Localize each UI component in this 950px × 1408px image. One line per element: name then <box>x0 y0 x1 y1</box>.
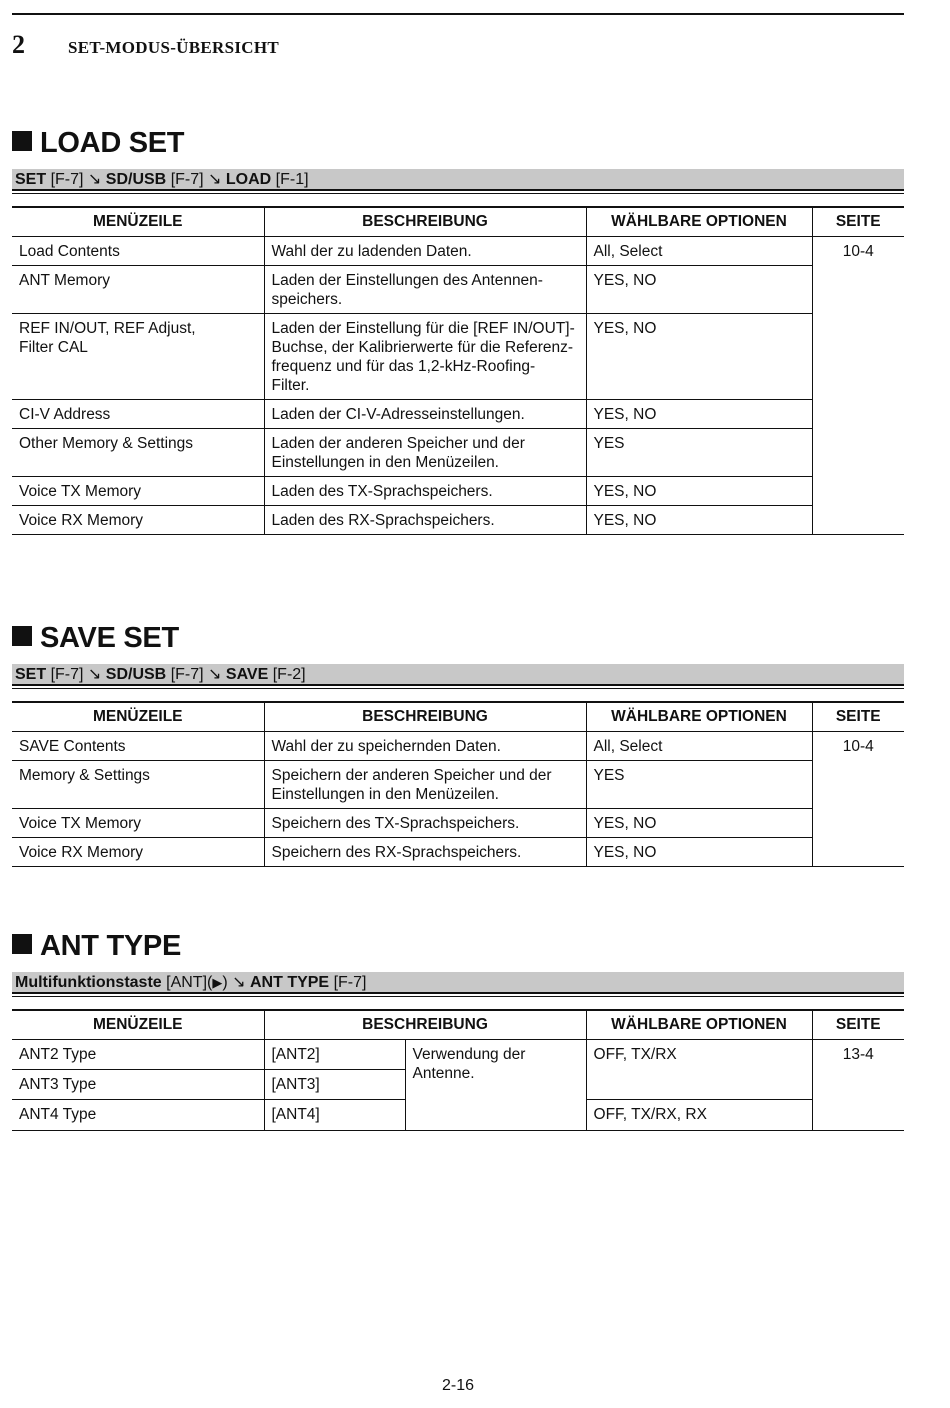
table-row <box>12 314 904 400</box>
table-row <box>12 1040 904 1070</box>
table-row <box>12 237 904 266</box>
menu-item-cell: Voice RX Memory <box>12 838 264 867</box>
description-cell: Laden der Einstellungen des Antennen- speichers. <box>264 266 586 314</box>
section-title-save-set <box>12 622 179 655</box>
key-cell: [ANT4] <box>264 1100 405 1131</box>
description-cell: Laden des TX-Sprachspeichers. <box>264 477 586 506</box>
options-cell: YES, NO <box>586 400 812 429</box>
section-title-text: SAVE SET <box>40 622 179 654</box>
load-set-table <box>12 206 904 535</box>
description-cell: Speichern des RX-Sprachspeichers. <box>264 838 586 867</box>
arrow-icon: ↘ <box>208 171 222 188</box>
menu-item-cell: SAVE Contents <box>12 732 264 761</box>
menu-item-cell: Other Memory & Settings <box>12 429 264 477</box>
shared-description-cell: Verwendung der Antenne. <box>405 1040 586 1131</box>
chapter-title: SET-MODUS-ÜBERSICHT <box>68 38 280 57</box>
arrow-icon: ↘ <box>87 666 102 683</box>
section-title-text: LOAD SET <box>40 127 185 159</box>
menu-item-cell: Voice RX Memory <box>12 506 264 535</box>
description-cell: Laden der CI-V-Adresseinstellungen. <box>264 400 586 429</box>
menu-item-cell: CI-V Address <box>12 400 264 429</box>
col-header-page: SEITE <box>812 207 904 237</box>
menu-item-cell: ANT4 Type <box>12 1100 264 1131</box>
description-cell: Laden der anderen Speicher und der Einstellungen in den Menüzeilen. <box>264 429 586 477</box>
description-cell: Laden des RX-Sprachspeichers. <box>264 506 586 535</box>
menu-item-cell: ANT Memory <box>12 266 264 314</box>
key-cell: [ANT2] <box>264 1040 405 1070</box>
page-ref-cell: 13-4 <box>812 1040 904 1131</box>
table-row <box>12 506 904 535</box>
menu-item-cell: Memory & Settings <box>12 761 264 809</box>
col-header-options: WÄHLBARE OPTIONEN <box>586 207 812 237</box>
table-header-row <box>12 207 904 237</box>
menu-item-cell: ANT3 Type <box>12 1070 264 1100</box>
menu-item-cell: REF IN/OUT, REF Adjust, Filter CAL <box>12 314 264 400</box>
page-number: 2-16 <box>441 1377 475 1394</box>
description-cell: Wahl der zu ladenden Daten. <box>264 237 586 266</box>
arrow-icon: ↘ <box>208 666 222 683</box>
col-header-page: SEITE <box>812 1010 904 1040</box>
description-cell: Speichern der anderen Speicher und der Einstellungen in den Menüzeilen. <box>264 761 586 809</box>
menu-item-cell: Load Contents <box>12 237 264 266</box>
col-header-menu: MENÜZEILE <box>12 702 264 732</box>
table-row <box>12 429 904 477</box>
options-cell: YES, NO <box>586 314 812 400</box>
table-row <box>12 809 904 838</box>
options-cell: YES, NO <box>586 838 812 867</box>
page-ref-cell: 10-4 <box>812 237 904 535</box>
table-header-row <box>12 702 904 732</box>
col-header-description: BESCHREIBUNG <box>264 1010 586 1040</box>
square-bullet-icon <box>12 626 32 646</box>
col-header-menu: MENÜZEILE <box>12 1010 264 1040</box>
key-cell: [ANT3] <box>264 1070 405 1100</box>
save-set-table <box>12 701 904 867</box>
options-cell: YES, NO <box>586 506 812 535</box>
col-header-options: WÄHLBARE OPTIONEN <box>586 1010 812 1040</box>
menu-path-load-set: SET [F-7] ↘ SD/USB [F-7] ↘ LOAD [F-1] <box>12 169 904 191</box>
options-cell: YES <box>586 761 812 809</box>
options-cell: OFF, TX/RX, RX <box>586 1100 812 1131</box>
header-rule <box>12 13 904 15</box>
section-title-ant-type <box>12 930 181 963</box>
description-cell: Laden der Einstellung für die [REF IN/OUT]- Buchse, der Kalibrierwerte für die Referenz- frequenz und für das 1,2-kHz-Roofing- Filter. <box>264 314 586 400</box>
ant-type-table <box>12 1009 904 1131</box>
menu-item-cell: Voice TX Memory <box>12 809 264 838</box>
menu-path-ant-type: Multifunktionstaste [ANT](▶) ↘ ANT TYPE [F-7] <box>12 972 904 994</box>
col-header-options: WÄHLBARE OPTIONEN <box>586 702 812 732</box>
table-row <box>12 732 904 761</box>
col-header-menu: MENÜZEILE <box>12 207 264 237</box>
col-header-page: SEITE <box>812 702 904 732</box>
menu-item-cell: ANT2 Type <box>12 1040 264 1070</box>
options-cell: YES, NO <box>586 477 812 506</box>
col-header-description: BESCHREIBUNG <box>264 207 586 237</box>
square-bullet-icon <box>12 934 32 954</box>
table-row <box>12 266 904 314</box>
options-cell: All, Select <box>586 732 812 761</box>
table-row <box>12 477 904 506</box>
table-row <box>12 761 904 809</box>
section-title-load-set <box>12 127 184 160</box>
page-ref-cell: 10-4 <box>812 732 904 867</box>
square-bullet-icon <box>12 131 32 151</box>
options-cell: All, Select <box>586 237 812 266</box>
options-cell: OFF, TX/RX <box>586 1040 812 1100</box>
menu-path-save-set: SET [F-7] ↘ SD/USB [F-7] ↘ SAVE [F-2] <box>12 664 904 686</box>
options-cell: YES <box>586 429 812 477</box>
menu-item-cell: Voice TX Memory <box>12 477 264 506</box>
section-title-text: ANT TYPE <box>40 930 181 962</box>
chapter-number: 2 <box>12 30 25 59</box>
table-row <box>12 400 904 429</box>
options-cell: YES, NO <box>586 266 812 314</box>
description-cell: Wahl der zu speichernden Daten. <box>264 732 586 761</box>
table-header-row <box>12 1010 904 1040</box>
col-header-description: BESCHREIBUNG <box>264 702 586 732</box>
play-arrow-icon: ▶ <box>212 975 223 990</box>
options-cell: YES, NO <box>586 809 812 838</box>
arrow-icon: ↘ <box>232 974 246 991</box>
description-cell: Speichern des TX-Sprachspeichers. <box>264 809 586 838</box>
table-row <box>12 838 904 867</box>
arrow-icon: ↘ <box>87 171 102 188</box>
